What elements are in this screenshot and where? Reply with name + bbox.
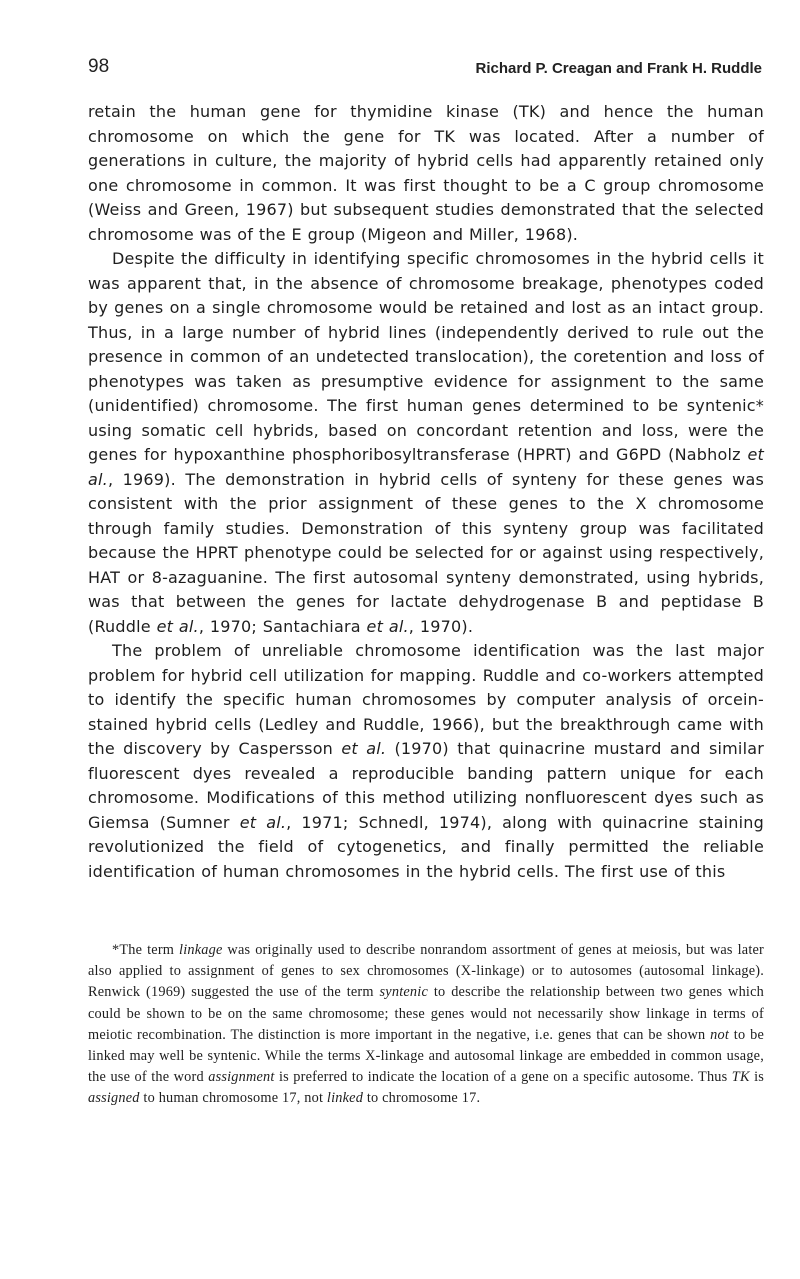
text-run: , 1971; Schnedl, 1974), along with quinacrine staining revolutionized the field of cytogenetics, and finally permitted the reliable identification of human chromosomes in the hybrid cells. The first use of this — [88, 812, 764, 881]
italic-run: not — [710, 1026, 730, 1043]
italic-run: et al. — [366, 616, 409, 636]
page-number: 98 — [88, 56, 110, 77]
text-run: is preferred to indicate the location of a gene on a specific autosome. Thus — [274, 1069, 732, 1086]
text-run: *The term — [112, 942, 180, 958]
paragraph-1 — [88, 100, 764, 247]
paragraph-3 — [88, 639, 764, 884]
italic-run: et al. — [341, 739, 387, 758]
italic-run: TK — [731, 1069, 750, 1086]
italic-run: assigned — [88, 1090, 140, 1107]
italic-run: et al. — [156, 616, 199, 636]
text-run: to chromosome 17. — [363, 1090, 481, 1107]
footnote-paragraph — [88, 940, 764, 1110]
text-run: , 1970). — [408, 616, 474, 636]
text-run: (1970) that quinacrine mustard and similar fluorescent dyes revealed a reproducible banding pattern unique for each chromosome. Modifications of this method utilizing nonfluorescent dyes such as Giemsa (Sumner — [88, 739, 765, 832]
running-head: Richard P. Creagan and Frank H. Ruddle — [475, 60, 762, 77]
text-run: , 1970; Santachiara — [198, 616, 367, 636]
body-text — [88, 100, 764, 884]
italic-run: syntenic — [379, 984, 428, 1001]
text-run: retain the human gene for thymidine kinase (TK) and hence the human chromosome on which the gene for TK was located. After a number of generations in culture, the majority of hybrid cells had apparently retained only one chromosome in common. It was first thought to be a C group chromosome (Weiss and Green, 1967) but subsequent studies demonstrated that the selected chromosome was of the E group (Migeon and Miller, 1968). — [88, 102, 764, 244]
italic-run: et al. — [239, 812, 287, 832]
text-run: to be linked may well be syntenic. While the terms X-linkage and autosomal linkage are embedded in common usage, the use of the word — [88, 1026, 764, 1086]
text-run: The problem of unreliable chromosome identification was the last major problem for hybrid cell utilization for mapping. Ruddle and co-workers attempted to identify the specific human chromosomes by computer analysis of orcein-stained hybrid cells (Ledley and Ruddle, 1966), but the breakthrough came with the discovery by Caspersson — [88, 641, 764, 758]
footnote — [88, 940, 764, 1110]
italic-run: assignment — [208, 1069, 275, 1086]
text-run: to describe the relationship between two genes which could be shown to be on the same chromosome; these genes would not necessarily show linkage in terms of meiotic recombination. The distinction is more important in the negative, i.e. genes that can be shown — [88, 984, 765, 1043]
text-run: to human chromosome 17, not — [139, 1090, 327, 1107]
italic-run: linkage — [179, 942, 223, 958]
italic-run: linked — [326, 1090, 364, 1107]
paragraph-2 — [88, 247, 764, 639]
text-run: is — [749, 1069, 765, 1086]
text-run: Despite the difficulty in identifying specific chromosomes in the hybrid cells it was apparent that, in the absence of chromosome breakage, phenotypes coded by genes on a single chromosome would be retained and lost as an intact group. Thus, in a large number of hybrid lines (independently derived to rule out the presence in common of an undetected translocation), the coretention and loss of phenotypes was taken as presumptive evidence for assignment to the same (unidentified) chromosome. The first human genes determined to be syntenic* using somatic cell hybrids, based on concordant retention and loss, were the genes for hypoxanthine phosphoribosyltransferase (HPRT) and G6PD (Nabholz — [88, 249, 764, 464]
italic-run: et al. — [88, 445, 764, 489]
text-run: , 1969). The demonstration in hybrid cells of synteny for these genes was consistent with the prior assignment of these genes to the X chromosome through family studies. Demonstration of this synteny group was facilitated because the HPRT phenotype could be selected for or against using respectively, HAT or 8-azaguanine. The first autosomal synteny demonstrated, using hybrids, was that between the genes for lactate dehydrogenase B and peptidase B (Ruddle — [88, 469, 764, 636]
text-run: was originally used to describe nonrandom assortment of genes at meiosis, but was later also applied to assignment of genes to sex chromosomes (X-linkage) or to autosomes (autosomal linkage). Renwick (1969) suggested the use of the term — [88, 942, 764, 1001]
